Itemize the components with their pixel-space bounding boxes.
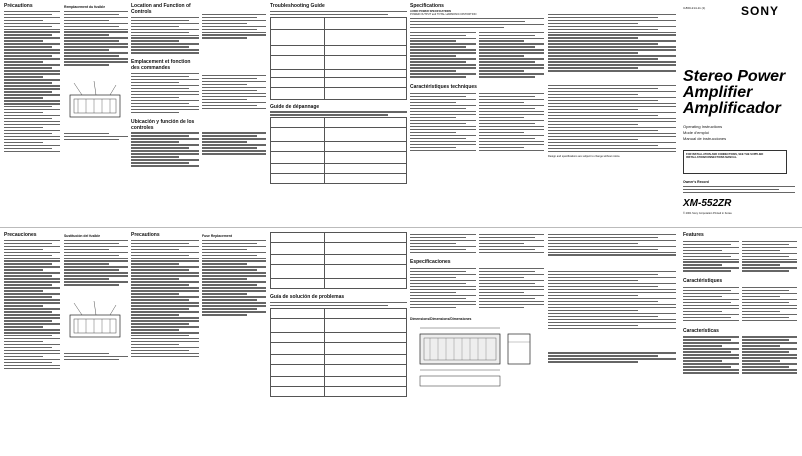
precautions-en-column <box>131 232 199 359</box>
spec-design-note: Design and specifications are subject to change without notice. <box>548 154 621 158</box>
title-line-1: Stereo Power <box>683 68 786 85</box>
location-detail-column <box>202 12 266 156</box>
copyright-line: © 2001 Sony Corporation Printed in Korea <box>683 212 732 215</box>
troubleshooting-heading: Troubleshooting Guide <box>270 3 325 9</box>
owners-record-heading: Owner's Record <box>683 180 709 184</box>
specifications-heading: Specifications <box>410 3 444 9</box>
precautions-column-2 <box>4 232 60 371</box>
dimensions-heading: Dimensions/Dimensions/Dimensiones <box>410 316 472 321</box>
caracteristiques-heading: Caractéristiques <box>683 278 723 285</box>
fuse-en-column <box>202 232 266 317</box>
precautions-en-heading: Precautions <box>131 232 160 238</box>
precautions-fr-heading: Précautions <box>4 3 33 9</box>
problemas-heading: Guía de solución de problemas <box>270 294 345 300</box>
model-number: XM-552ZR <box>683 198 732 209</box>
location-column <box>131 3 199 168</box>
title-line-2: Amplifier <box>683 84 753 101</box>
title-es: Amplificador <box>683 100 781 117</box>
emplacement-heading: Emplacement et fonction des commandes <box>131 59 191 72</box>
problemas-es-table <box>270 308 407 397</box>
troubleshooting-en-table <box>270 17 407 100</box>
amplifier-front-diagram-es <box>64 293 126 351</box>
manual-es: Manual de instrucciones <box>683 136 727 141</box>
caracteristicas-heading: Características <box>683 327 719 334</box>
owners-record-text <box>683 184 795 195</box>
specifications-en-column <box>410 3 544 153</box>
sony-logo: SONY <box>741 4 780 18</box>
amplifier-front-diagram <box>64 73 126 131</box>
location-heading: Location and Function of Controls <box>131 3 191 15</box>
caract-tech-heading: Caractéristiques techniques <box>410 84 477 91</box>
especificaciones-heading: Especificaciones <box>410 259 451 266</box>
manual-en: Operating Instructions <box>683 124 723 129</box>
specifications-cont-column <box>548 12 676 158</box>
features-heading: Features <box>683 232 704 238</box>
precautions-fr-column <box>4 3 60 154</box>
troubleshooting-en-column <box>270 3 407 184</box>
fuse-es-heading: Sustitución del fusible <box>64 234 101 238</box>
features-column <box>683 232 797 375</box>
audio-spec-label: AUDIO POWER SPECIFICATIONS <box>410 10 452 13</box>
depannage-fr-table <box>270 117 407 184</box>
especificaciones-column <box>410 232 544 392</box>
depannage-heading: Guide de dépannage <box>270 103 320 110</box>
installation-notice-box <box>683 150 787 174</box>
part-code: 3-860-214-11 (1) <box>683 6 706 10</box>
manual-fr: Mode d'emploi <box>683 130 709 135</box>
troubleshooting-fr-cont-table <box>270 232 407 289</box>
installation-notice: FOR INSTALLATION AND CONNECTIONS, SEE THE SUPPLIED INSTALLATION/CONNECTIONS MANUAL. <box>686 153 764 160</box>
dimensions-diagram <box>410 322 540 392</box>
fuse-en-heading: Fuse Replacement <box>202 234 232 238</box>
precauciones-heading: Precauciones <box>4 232 37 238</box>
fuse-fr-column <box>64 3 128 142</box>
fold-line <box>0 227 802 228</box>
problemas-column <box>270 232 407 397</box>
ubicacion-heading: Ubicación y función de los controles <box>131 118 195 131</box>
fuse-fr-heading: Remplacement du fusible <box>64 5 106 9</box>
fuse-es-column <box>64 232 128 362</box>
power-spec-label: POWER OUTPUT and TOTAL HARMONIC DISTORTION <box>410 13 477 17</box>
especificaciones-cont-column <box>548 232 676 364</box>
